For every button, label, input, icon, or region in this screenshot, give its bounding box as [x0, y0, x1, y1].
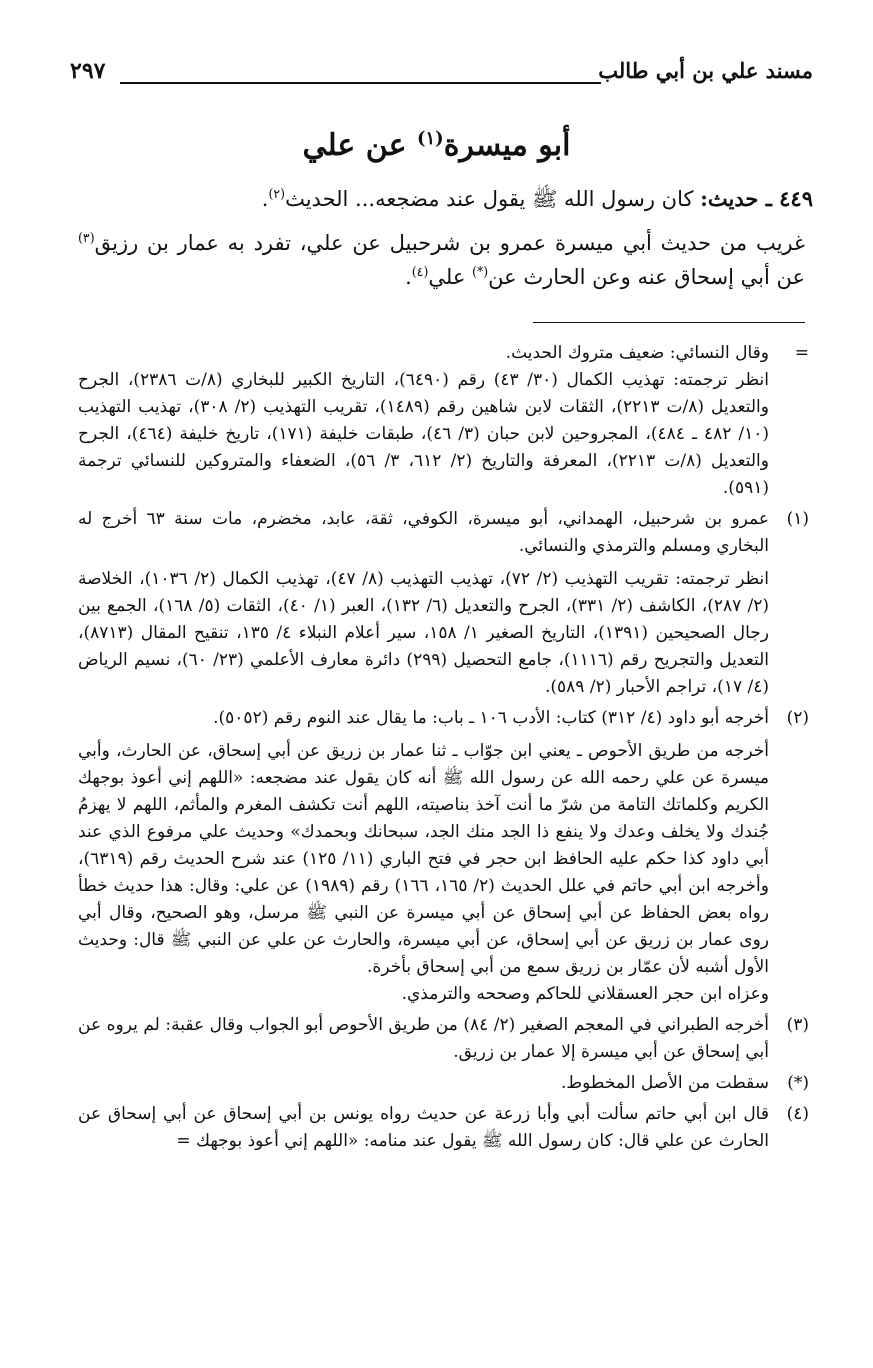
footnote-paragraph: أخرجه من طريق الأحوص ـ يعني ابن جوّاب ـ ثنا عمار بن زريق عن أبي إسحاق، عن الحارث، وأبي ميسرة عن علي رحمه الله عن رسول الله ﷺ أنه كان يقول عند مضجعه: «اللهم إني أعوذ بوجهك الكريم وكلماتك التامة من شرّ ما أنت آخذ بناصيته، اللهم أنت تكشف المغرم والمأثم، اللهم لا يهزمُ جُندك ولا يخلف وعدك ولا ينفع ذا الجد منك الجد، سبحانك وبحمدك» وحديث علي مرفوع الذي عند أبي داود كذا حكم عليه الحافظ ابن حجر في فتح الباري (١١/ ١٢٥) عند شرح الحديث رقم (٦٣١٩)، وأخرجه ابن أبي حاتم في علل الحديث (٢/ ١٦٥، ١٦٦) رقم (١٩٨٩) عن علي: وقال: هذا حديث خطأ رواه بعض الحفاظ عن أبي إسحاق عن أبي ميسرة عن النبي ﷺ مرسل، وهو الصحيح، وقال أبي روى عمار بن زريق عن أبي إسحاق، عن أبي ميسرة، والحارث عن علي عن النبي ﷺ قال: وحديث الأول أشبه لأن عمّار بن زريق سمع من أبي إسحاق بأخرة. [78, 741, 769, 977]
footnote-mark: (٤) [786, 1104, 809, 1124]
hadith-end: . [261, 187, 269, 211]
footnote-sources: انظر ترجمته: تهذيب الكمال (٣٠/ ٤٣) رقم (٦٤٩٠)، التاريخ الكبير للبخاري (٨/ت ٢٣٨٦)، الجرح والتعديل (٨/ت ٢٢١٣)، الثقات لابن شاهين رقم (١٤٨٩)، تقريب التهذيب (٢/ ٣٠٨)، تهذيب التهذيب (١٠/ ٤٨٢ ـ ٤٨٤)، المجروحين لابن حبان (٣/ ٤٦)، طبقات خليفة (١٧١)، تاريخ خليفة (٤٦٤)، الجرح والتعديل (٨/ت ٢٢١٣)، المعرفة والتاريخ (٢/ ٦١٢، ٣/ ٥٦)، الضعفاء والمتروكين للنسائي ترجمة (٥٩١). [78, 370, 770, 498]
footnote-mark: = [794, 343, 809, 363]
footnote-separator [533, 322, 805, 323]
footnote-1 [78, 506, 809, 701]
running-head [70, 58, 813, 90]
commentary-ref-3: (٣) [78, 230, 95, 245]
section-title-ref: (١) [416, 128, 444, 149]
footnotes [78, 340, 809, 1155]
footnote-star [78, 1070, 809, 1097]
footnote-text: سقطت من الأصل المخطوط. [560, 1073, 769, 1093]
section-title-tail: عن علي [302, 128, 407, 163]
hadith-number: ٤٤٩ ـ حديث: [700, 186, 813, 211]
commentary-part-3: علي [428, 265, 466, 289]
footnote-3 [78, 1012, 809, 1066]
footnote-mark: (٢) [786, 708, 809, 728]
hadith-ref: (٢) [268, 186, 286, 201]
footnote-text: قال ابن أبي حاتم سألت أبي وأبا زرعة عن حديث رواه يونس بن أبي إسحاق عن أبي إسحاق عن الحارث عن علي قال: كان رسول الله ﷺ يقول عند منامه: «اللهم إني أعوذ بوجهك = [78, 1104, 769, 1151]
footnote-4 [78, 1101, 809, 1155]
footnote-text: وعزاه ابن حجر العسقلاني للحاكم وصححه والترمذي. [401, 984, 769, 1004]
footnote-continued [78, 340, 809, 502]
commentary-part-1: غريب من حديث أبي ميسرة عمرو بن شرحبيل عن علي، تفرد به عمار بن رزيق [94, 231, 805, 255]
footnote-mark: (٣) [786, 1015, 809, 1035]
footnote-text: أخرجه أبو داود (٤/ ٣١٢) كتاب: الأدب ١٠٦ ـ باب: ما يقال عند النوم رقم (٥٠٥٢). [213, 708, 769, 728]
hadith-text: كان رسول الله ﷺ يقول عند مضجعه... الحديث [285, 187, 694, 211]
page-number: ٢٩٧ [70, 58, 106, 84]
footnote-text: عمرو بن شرحبيل، الهمداني، أبو ميسرة، الكوفي، ثقة، عابد، مخضرم، مات سنة ٦٣ أخرج له البخاري ومسلم والترمذي والنسائي. [78, 509, 770, 556]
footnote-mark: (١) [786, 509, 809, 529]
header-rule [120, 82, 601, 84]
commentary-ref-star: (*) [472, 264, 489, 279]
commentary-paragraph [78, 226, 805, 294]
section-title [60, 128, 813, 163]
running-title: مسند علي بن أبي طالب [598, 58, 813, 83]
hadith-entry [60, 182, 813, 216]
footnote-sources: انظر ترجمته: تقريب التهذيب (٢/ ٧٢)، تهذيب التهذيب (٨/ ٤٧)، تهذيب الكمال (٢/ ١٠٣٦)، الخلاصة (٢/ ٢٨٧)، الكاشف (٢/ ٣٣١)، الجرح والتعديل (٦/ ١٣٢)، العبر (١/ ٤٠)، الثقات (٥/ ١٦٨)، الجمع بين رجال الصحيحين (١٣٩١)، التاريخ الصغير ١/ ١٥٨، سير أعلام النبلاء ٤/ ١٣٥، تنقيح المقال (٨٧١٣)، التعديل والتجريح رقم (١١١٦)، جامع التحصيل (٢٩٩) دائرة معارف الأعلمي (٢٣/ ٦٠)، نسيم الرياض (٤/ ١٧)، تراجم الأحبار (٢/ ٥٨٩). [78, 569, 770, 697]
footnote-text: وقال النسائي: ضعيف متروك الحديث. [505, 343, 769, 363]
commentary-ref-4: (٤) [411, 264, 429, 279]
footnote-2 [78, 705, 809, 1008]
commentary-end: . [405, 265, 412, 289]
footnote-text: أخرجه الطبراني في المعجم الصغير (٢/ ٨٤) من طريق الأحوص أبو الجواب وقال عقبة: لم يروه عن أبي إسحاق عن أبي ميسرة إلا عمار بن زريق. [78, 1015, 769, 1062]
section-title-name: أبو ميسرة [443, 128, 571, 163]
footnote-mark: (*) [787, 1073, 809, 1093]
commentary-part-2: عن أبي إسحاق عنه وعن الحارث عن [488, 265, 805, 289]
